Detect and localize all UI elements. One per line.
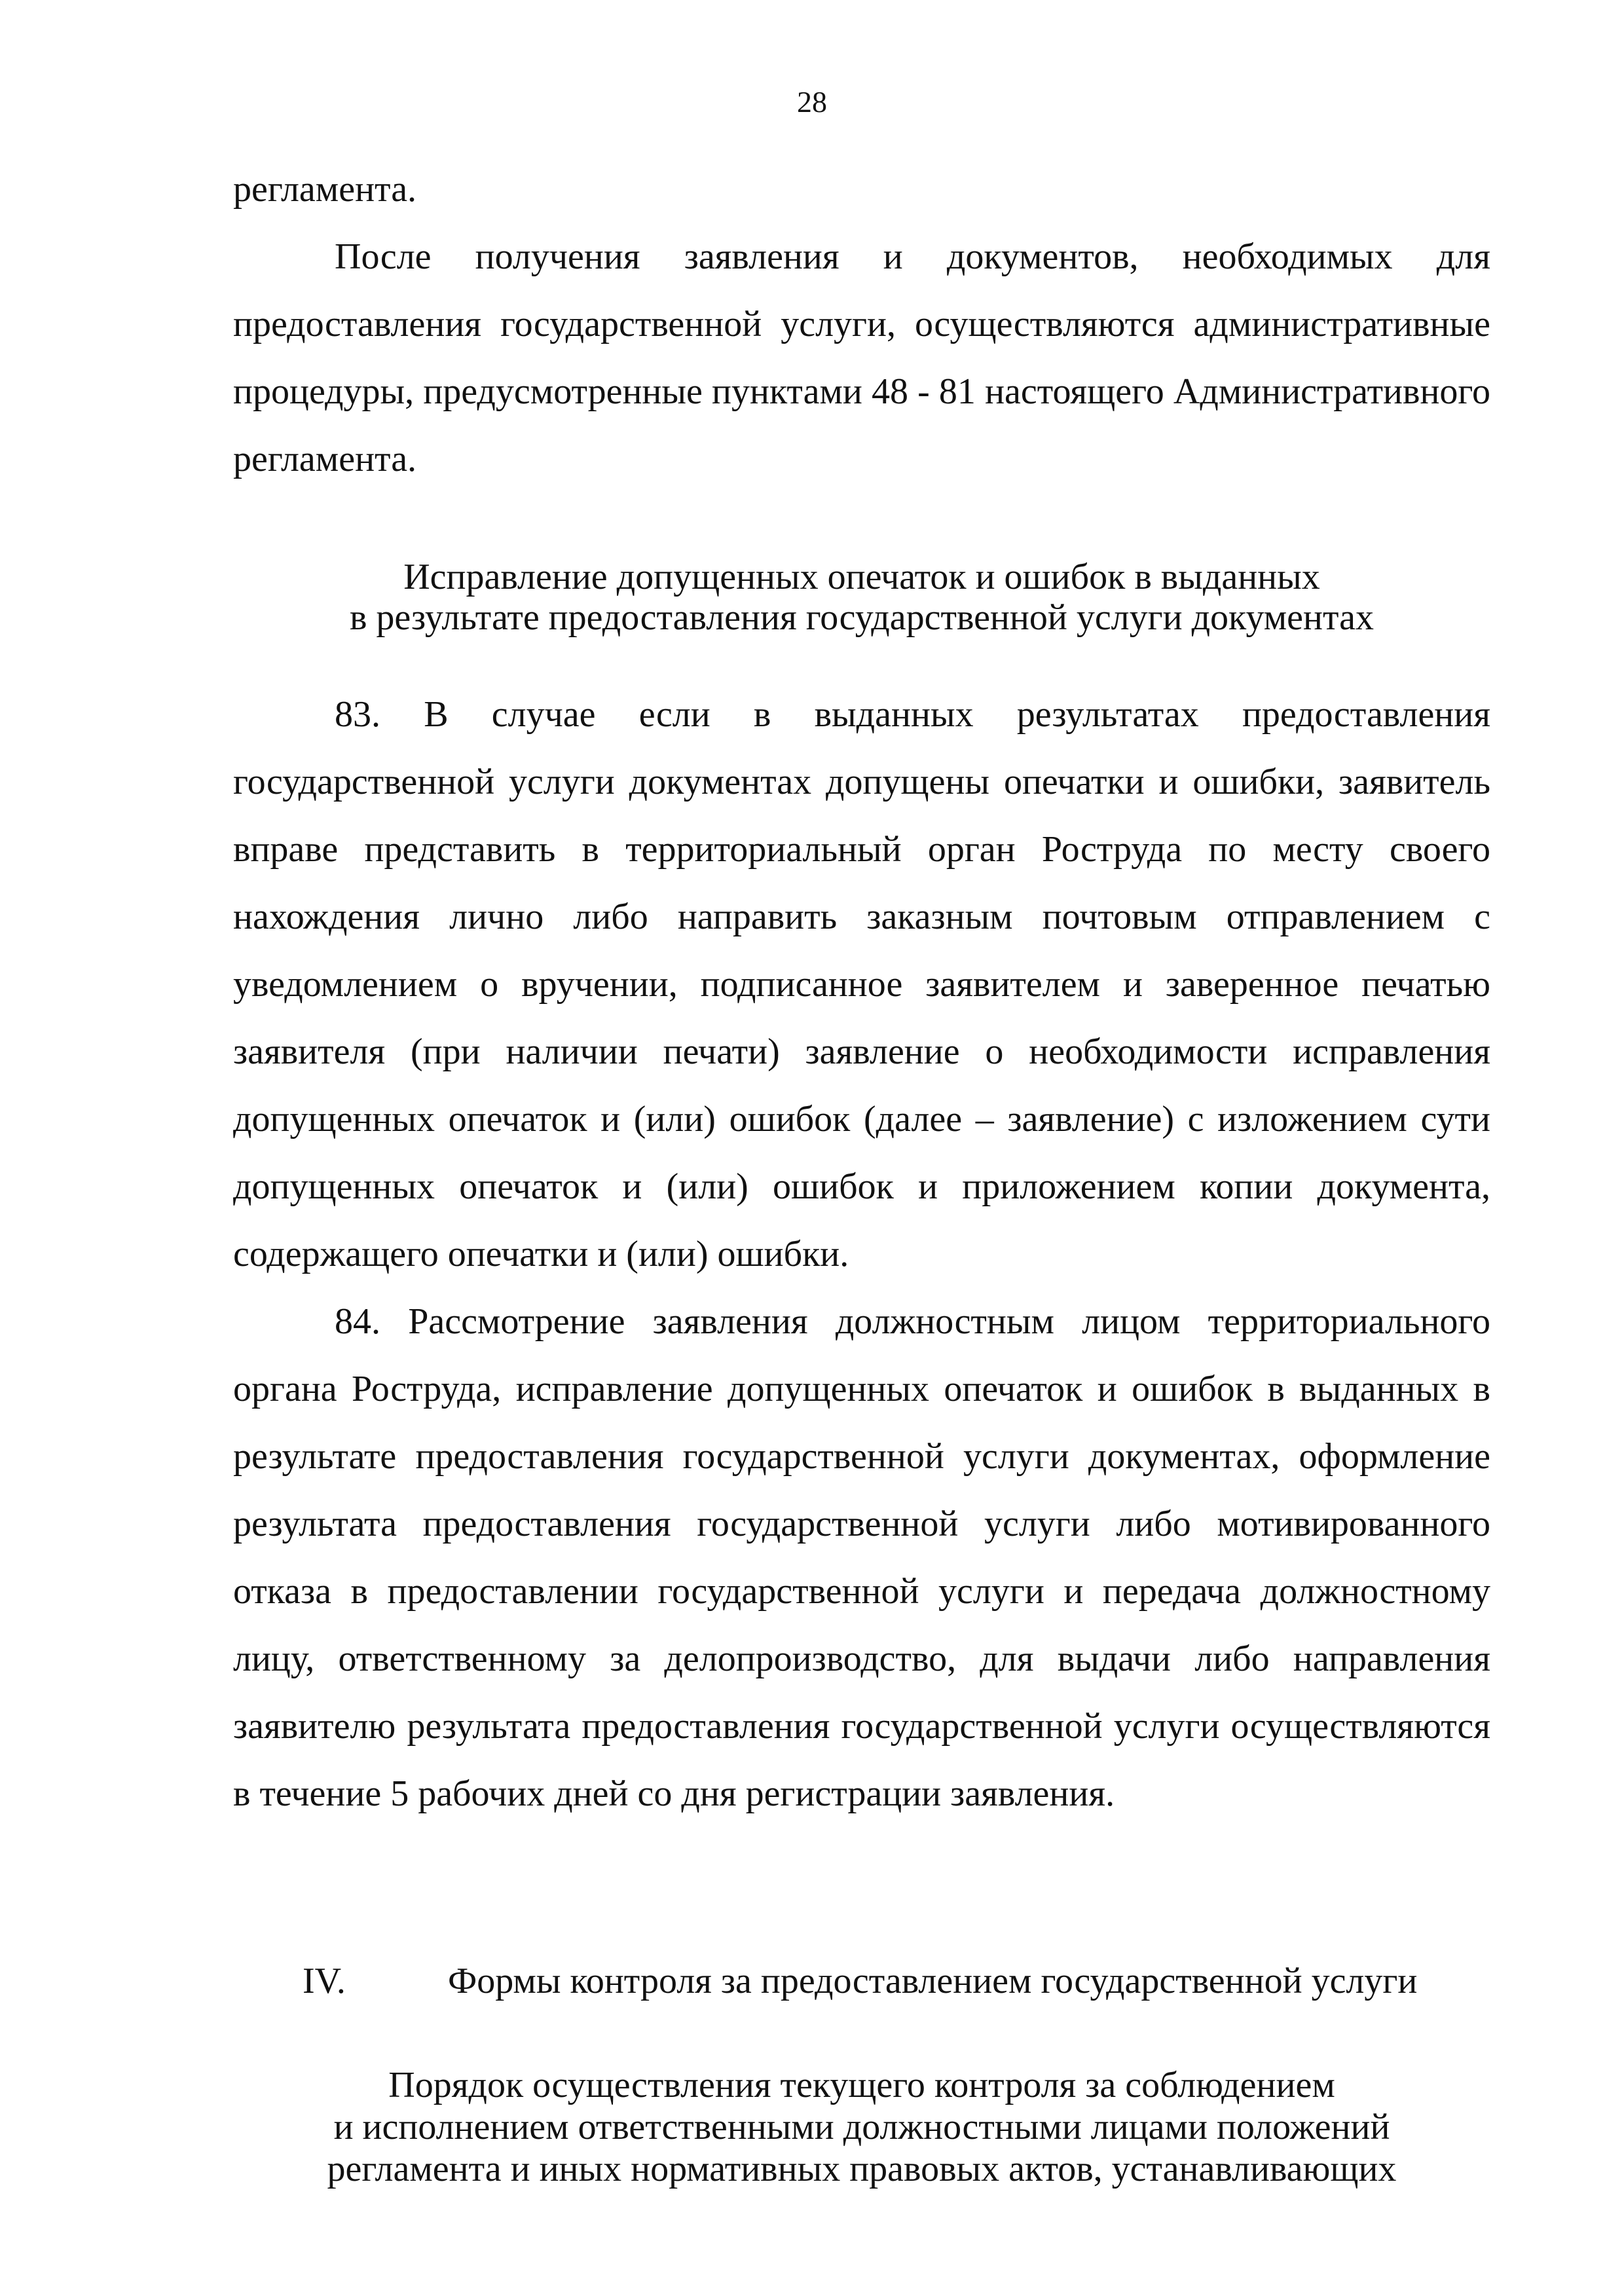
heading-control-line-3: регламента и иных нормативных правовых актов, устанавливающих bbox=[327, 2149, 1397, 2189]
paragraph-83: 83. В случае если в выданных результатах предоставления государственной услуги документах допущены опечатки и ошибки, заявитель вправе представить в территориальный орган Роструда по месту своего нахождения лично либо направить заказным почтовым отправлением с уведомлением о вручении, подписанное заявителем и заверенное печатью заявителя (при наличии печати) заявление о необходимости исправления допущенных опечаток и (или) ошибок (далее – заявление) с изложением сути допущенных опечаток и (или) ошибок и приложением копии документа, содержащего опечатки и (или) ошибки. bbox=[233, 694, 1490, 1274]
paragraph-continuation: регламента. bbox=[233, 169, 417, 210]
section-number: IV. bbox=[303, 1961, 346, 2001]
heading-corrections-line-1: Исправление допущенных опечаток и ошибок в выданных bbox=[403, 557, 1320, 597]
heading-corrections bbox=[233, 557, 1490, 638]
section-title: Формы контроля за предоставлением государственной услуги bbox=[448, 1961, 1418, 2001]
intro-block bbox=[233, 156, 1490, 493]
heading-corrections-line-2: в результате предоставления государственной услуги документах bbox=[349, 597, 1375, 638]
paragraph-84: 84. Рассмотрение заявления должностным лицом территориального органа Роструда, исправление допущенных опечаток и ошибок в выданных в результате предоставления государственной услуги документах, оформление результата предоставления государственной услуги либо мотивированного отказа в предоставлении государственной услуги и передача должностному лицу, ответственному за делопроизводство, для выдачи либо направления заявителю результата предоставления государственной услуги осуществляются в течение 5 рабочих дней со дня регистрации заявления. bbox=[233, 1301, 1490, 1814]
heading-control-line-2: и исполнением ответственными должностными лицами положений bbox=[333, 2107, 1390, 2147]
page-number: 28 bbox=[797, 85, 827, 119]
heading-control-line-1: Порядок осуществления текущего контроля за соблюдением bbox=[388, 2065, 1335, 2105]
main-paragraphs bbox=[233, 681, 1490, 1828]
paragraph-after-receipt: После получения заявления и документов, необходимых для предоставления государственной услуги, осуществляются административные процедуры, предусмотренные пунктами 48 - 81 настоящего Административного регламента. bbox=[233, 236, 1490, 479]
heading-control bbox=[233, 2064, 1490, 2190]
